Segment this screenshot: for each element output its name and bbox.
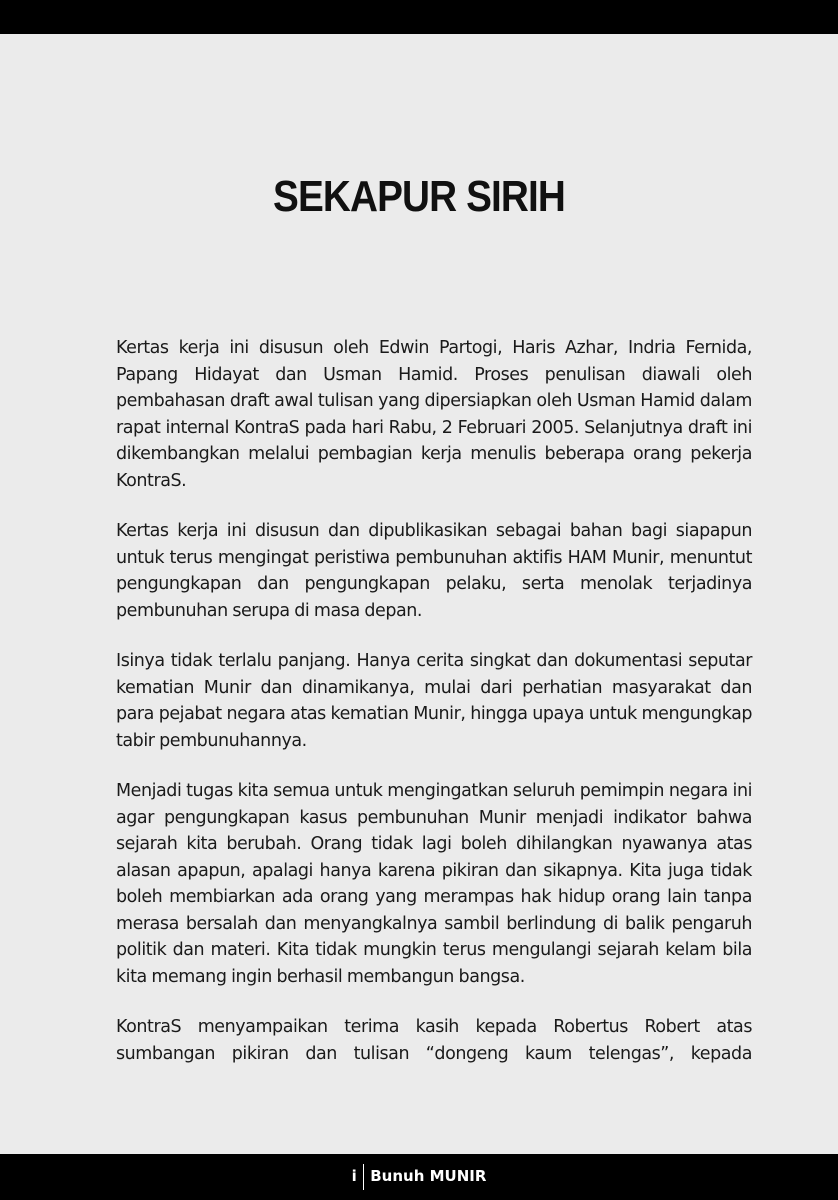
paragraph-5: KontraS menyampaikan terima kasih kepada Robertus Robert atas sumbangan pikiran dan tulisan “dongeng kaum telengas”, kepada [116, 1017, 752, 1064]
footer-book-title: Bunuh MUNIR [370, 1167, 487, 1185]
footer-divider [363, 1164, 365, 1190]
top-black-bar [0, 0, 838, 34]
page-number: i [351, 1167, 357, 1185]
paragraph-2: Kertas kerja ini disusun dan dipublikasikan sebagai bahan bagi siapapun untuk terus mengingat peristiwa pembunuhan aktifis HAM Munir, menuntut pengungkapan dan pengungkapan pelaku, serta menolak terjadinya pembunuhan serupa di masa depan. [116, 521, 752, 621]
paragraph-3: Isinya tidak terlalu panjang. Hanya cerita singkat dan dokumentasi seputar kematian Munir dan dinamikanya, mulai dari perhatian masyarakat dan para pejabat negara atas kematian Munir, hingga upaya untuk mengungkap tabir pembunuhannya. [116, 651, 752, 751]
body-text [116, 335, 752, 1091]
page-title: SEKAPUR SIRIH [273, 172, 565, 221]
paragraph-4: Menjadi tugas kita semua untuk mengingatkan seluruh pemimpin negara ini agar pengungkapan kasus pembunuhan Munir menjadi indikator bahwa sejarah kita berubah. Orang tidak lagi boleh dihilangkan nyawanya atas alasan apapun, apalagi hanya karena pikiran dan sikapnya. Kita juga tidak boleh membiarkan ada orang yang merampas hak hidup orang lain tanpa merasa bersalah dan menyangkalnya sambil berlindung di balik pengaruh politik dan materi. Kita tidak mungkin terus mengulangi sejarah kelam bila kita memang ingin berhasil membangun bangsa. [116, 781, 752, 987]
footer-content [0, 1162, 838, 1190]
paragraph-1: Kertas kerja ini disusun oleh Edwin Partogi, Haris Azhar, Indria Fernida, Papang Hidayat dan Usman Hamid. Proses penulisan diawali oleh pembahasan draft awal tulisan yang dipersiapkan oleh Usman Hamid dalam rapat internal KontraS pada hari Rabu, 2 Februari 2005. Selanjutnya draft ini dikembangkan melalui pembagian kerja menulis beberapa orang pekerja KontraS. [116, 338, 752, 491]
footer-bar [0, 1154, 838, 1200]
